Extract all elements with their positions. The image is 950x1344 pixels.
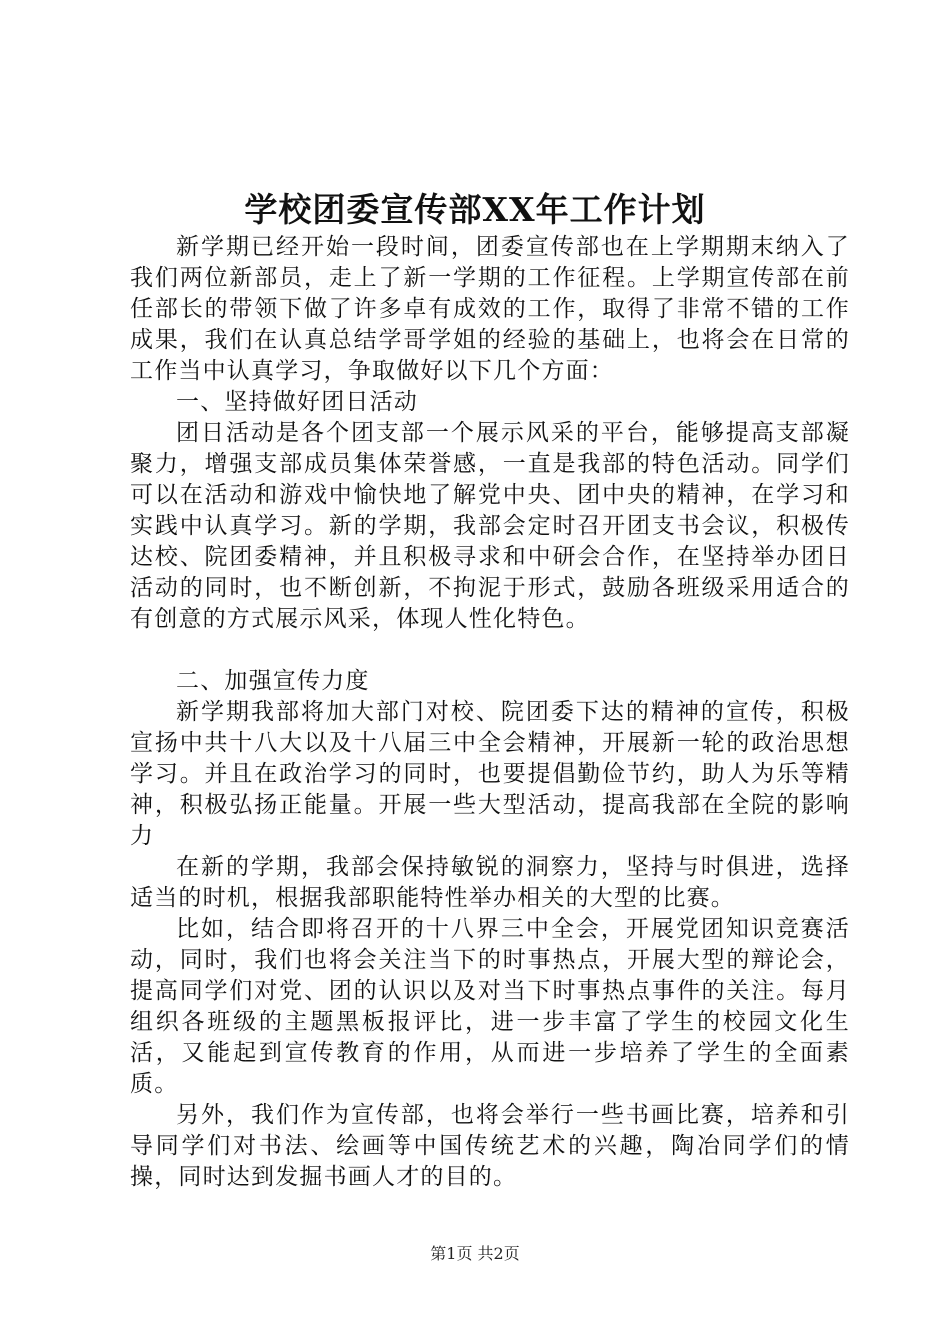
section-1-heading: 一、坚持做好团日活动 [176,389,418,415]
page-footer: 第1页 共2页 [430,1244,520,1263]
section-1-paragraph: 团日活动是各个团支部一个展示风采的平台，能够提高支部凝聚力，增强支部成员集体荣誉感，一直是我部的特色活动。同学们可以在活动和游戏中愉快地了解党中央、团中央的精神，在学习和实践中认真学习。新的学期，我部会定时召开团支书会议，积极传达校、院团委精神，并且积极寻求和中研会合作，在坚持举办团日活动的同时，也不断创新，不拘泥于形式，鼓励各班级采用适合的有创意的方式展示风采，体现人性化特色。 [130,420,850,632]
section-2-paragraph: 在新的学期，我部会保持敏锐的洞察力，坚持与时俱进，选择适当的时机，根据我部职能特性举办相关的大型的比赛。 [130,854,850,911]
document-body [130,232,850,1193]
section-2-paragraph: 另外，我们作为宣传部，也将会举行一些书画比赛，培养和引导同学们对书法、绘画等中国传统艺术的兴趣，陶冶同学们的情操，同时达到发掘书画人才的目的。 [130,1102,850,1190]
section-2-heading: 二、加强宣传力度 [176,668,370,694]
section-spacer [130,635,850,666]
document-title: 学校团委宣传部XX年工作计划 [244,190,706,229]
intro-paragraph: 新学期已经开始一段时间，团委宣传部也在上学期期末纳入了我们两位新部员，走上了新一学期的工作征程。上学期宣传部在前任部长的带领下做了许多卓有成效的工作，取得了非常不错的工作成果，我们在认真总结学哥学姐的经验的基础上，也将会在日常的工作当中认真学习，争取做好以下几个方面： [130,234,850,384]
section-2-paragraph: 新学期我部将加大部门对校、院团委下达的精神的宣传，积极宣扬中共十八大以及十八届三中全会精神，开展新一轮的政治思想学习。并且在政治学习的同时，也要提倡勤俭节约，助人为乐等精神，积极弘扬正能量。开展一些大型活动，提高我部在全院的影响力 [130,699,850,849]
section-2-paragraph: 比如，结合即将召开的十八界三中全会，开展党团知识竞赛活动，同时，我们也将会关注当下的时事热点，开展大型的辩论会，提高同学们对党、团的认识以及对当下时事热点事件的关注。每月组织各班级的主题黑板报评比，进一步丰富了学生的校园文化生活，又能起到宣传教育的作用，从而进一步培养了学生的全面素质。 [130,916,850,1097]
